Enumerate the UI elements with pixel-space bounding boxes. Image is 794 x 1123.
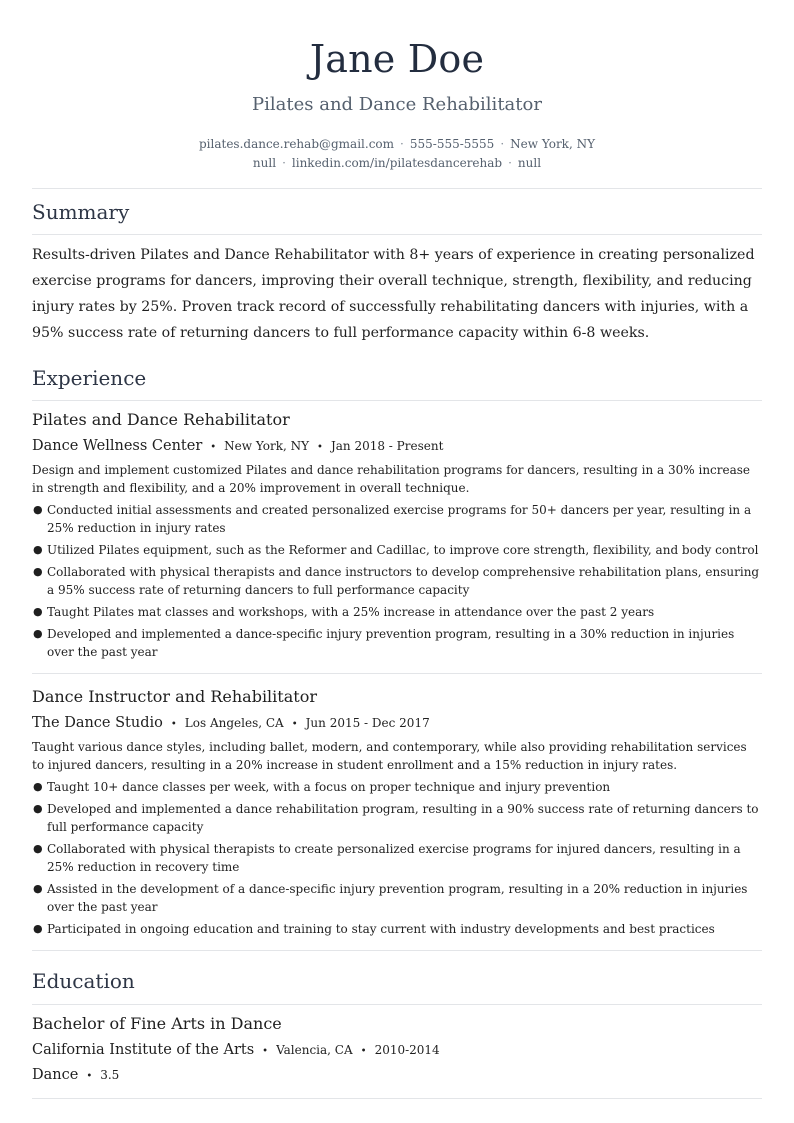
candidate-name: Jane Doe <box>309 37 485 81</box>
job-location: Los Angeles, CA <box>184 716 284 730</box>
job-title: Dance Instructor and Rehabilitator <box>32 687 317 706</box>
contact-field-null: null <box>517 156 542 170</box>
bullet-text: Collaborated with physical therapists to create personalized exercise programs for injured dancers, resulting in a 25% reduction in recovery time <box>47 842 741 874</box>
contact-line-secondary <box>32 154 762 172</box>
school-name: California Institute of the Arts <box>32 1042 255 1058</box>
meta-bullet: • <box>360 1046 367 1057</box>
contact-separator: · <box>282 156 286 170</box>
list-item <box>32 920 762 938</box>
job-bullet-list <box>32 778 762 942</box>
footer-divider <box>32 1098 762 1099</box>
list-item <box>32 563 762 599</box>
list-item <box>32 501 762 537</box>
bullet-text: Taught Pilates mat classes and workshops, with a 25% increase in attendance over the past 2 years <box>47 605 655 619</box>
list-item <box>32 800 762 836</box>
job-description: Design and implement customized Pilates and dance rehabilitation programs for dancers, resulting in a 30% increase in strength and flexibility, and a 20% improvement in overall technique. <box>32 463 751 495</box>
bullet-text: Utilized Pilates equipment, such as the Reformer and Cadillac, to improve core strength, flexibility, and body control <box>47 543 759 557</box>
bullet-dot: ● <box>33 503 43 516</box>
list-item <box>32 541 762 559</box>
summary-text: Results-driven Pilates and Dance Rehabilitator with 8+ years of experience in creating personalized exercise programs for dancers, improving their overall technique, strength, flexibility, and reducing injury rates by 25%. Proven track record of successfully rehabilitating dancers with injuries, with a 95% success rate of returning dancers to full performance capacity within 6-8 weeks. <box>32 247 755 341</box>
education-heading: Education <box>32 969 135 993</box>
contact-line-primary <box>32 135 762 153</box>
job-description: Taught various dance styles, including ballet, modern, and contemporary, while also providing rehabilitation services to injured dancers, resulting in a 20% increase in student enrollment and a 15% reduction in injury rates. <box>32 740 747 772</box>
list-item <box>32 625 762 661</box>
contact-separator: · <box>500 137 505 151</box>
list-item <box>32 840 762 876</box>
field-of-study: Dance <box>32 1067 79 1083</box>
meta-bullet: • <box>170 719 177 730</box>
bullet-text: Taught 10+ dance classes per week, with a focus on proper technique and injury prevention <box>47 780 611 794</box>
bullet-text: Developed and implemented a dance rehabilitation program, resulting in a 90% success rate of returning dancers to full performance capacity <box>47 802 759 834</box>
experience-heading: Experience <box>32 366 147 390</box>
summary-divider <box>32 234 762 235</box>
linkedin-link[interactable]: linkedin.com/in/pilatesdancerehab <box>291 156 503 170</box>
education-dates: 2010-2014 <box>374 1043 440 1057</box>
meta-bullet: • <box>86 1071 93 1082</box>
contact-separator: · <box>508 156 512 170</box>
bullet-text: Assisted in the development of a dance-specific injury prevention program, resulting in a 20% reduction in injuries over the past year <box>47 882 748 914</box>
list-item <box>32 603 762 621</box>
degree-title: Bachelor of Fine Arts in Dance <box>32 1014 282 1033</box>
meta-bullet: • <box>317 442 323 453</box>
bullet-dot: ● <box>33 882 43 895</box>
section-divider <box>32 950 762 951</box>
bullet-dot: ● <box>33 780 43 793</box>
education-divider <box>32 1004 762 1005</box>
bullet-dot: ● <box>33 802 43 815</box>
bullet-dot: ● <box>33 565 43 578</box>
phone-number[interactable]: 555-555-5555 <box>409 137 495 151</box>
email-link[interactable]: pilates.dance.rehab@gmail.com <box>198 137 395 151</box>
experience-divider <box>32 400 762 401</box>
job-dates: Jan 2018 - Present <box>330 439 444 453</box>
meta-bullet: • <box>262 1046 269 1057</box>
bullet-text: Participated in ongoing education and training to stay current with industry developments and best practices <box>47 922 715 936</box>
job-divider <box>32 673 762 674</box>
bullet-text: Collaborated with physical therapists and dance instructors to develop comprehensive rehabilitation plans, ensuring a 95% success rate of returning dancers to full performance capacity <box>47 565 760 597</box>
bullet-dot: ● <box>33 922 43 935</box>
meta-bullet: • <box>291 719 298 730</box>
candidate-title: Pilates and Dance Rehabilitator <box>252 94 542 115</box>
school-location: Valencia, CA <box>276 1043 353 1057</box>
bullet-dot: ● <box>33 543 43 556</box>
job-title: Pilates and Dance Rehabilitator <box>32 410 290 429</box>
job-meta <box>32 436 443 458</box>
meta-bullet: • <box>210 442 217 453</box>
bullet-text: Developed and implemented a dance-specific injury prevention program, resulting in a 30% reduction in injuries over the past year <box>47 627 735 659</box>
company-name: Dance Wellness Center <box>32 438 203 454</box>
location-text: New York, NY <box>510 137 596 151</box>
list-item <box>32 778 762 796</box>
job-location: New York, NY <box>224 439 310 453</box>
education-meta <box>32 1040 440 1062</box>
bullet-dot: ● <box>33 627 43 640</box>
gpa-value: 3.5 <box>100 1068 120 1082</box>
header-divider <box>32 188 762 189</box>
company-name: The Dance Studio <box>32 715 163 731</box>
education-detail <box>32 1065 119 1087</box>
summary-heading: Summary <box>32 200 130 224</box>
job-meta <box>32 713 430 735</box>
job-dates: Jun 2015 - Dec 2017 <box>305 716 430 730</box>
contact-field-null: null <box>252 156 277 170</box>
bullet-dot: ● <box>33 842 43 855</box>
bullet-text: Conducted initial assessments and created personalized exercise programs for 50+ dancers per year, resulting in a 25% reduction in injury rates <box>47 503 752 535</box>
list-item <box>32 880 762 916</box>
job-bullet-list <box>32 501 762 665</box>
contact-separator: · <box>400 137 404 151</box>
bullet-dot: ● <box>33 605 43 618</box>
